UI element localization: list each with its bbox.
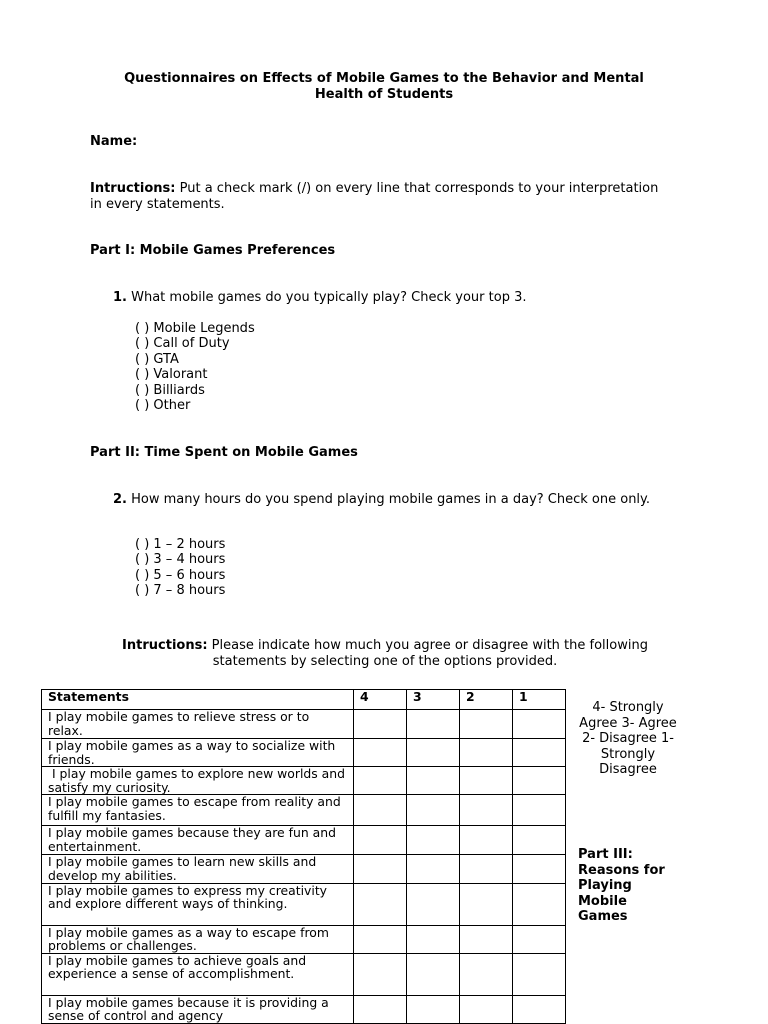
rating-cell[interactable]: [407, 883, 460, 925]
header-1: 1: [513, 690, 566, 710]
header-4: 4: [354, 690, 407, 710]
rating-cell[interactable]: [460, 883, 513, 925]
rating-cell[interactable]: [354, 739, 407, 767]
statement-cell: I play mobile games to escape from reality and fulfill my fantasies.: [42, 795, 354, 826]
table-row: [42, 826, 566, 855]
statement-cell: I play mobile games to explore new worlds and satisfy my curiosity.: [42, 767, 354, 795]
instructions-2-label: Intructions:: [122, 638, 208, 653]
rating-cell[interactable]: [407, 795, 460, 826]
rating-cell[interactable]: [407, 826, 460, 855]
rating-cell[interactable]: [460, 795, 513, 826]
rating-cell[interactable]: [513, 883, 566, 925]
question-2-number: 2.: [113, 492, 127, 507]
rating-cell[interactable]: [407, 925, 460, 953]
rating-cell[interactable]: [460, 925, 513, 953]
rating-cell[interactable]: [513, 826, 566, 855]
statement-cell: I play mobile games as a way to escape from problems or challenges.: [42, 925, 354, 953]
rating-cell[interactable]: [354, 995, 407, 1023]
rating-cell[interactable]: [460, 739, 513, 767]
option-item[interactable]: ( ) Other: [135, 398, 191, 414]
rating-cell[interactable]: [460, 767, 513, 795]
statement-cell: I play mobile games because they are fun and entertainment.: [42, 826, 354, 855]
rating-scale-legend: 4- Strongly Agree 3- Agree 2- Disagree 1- Strongly Disagree: [579, 700, 677, 777]
table-row: [42, 855, 566, 883]
rating-cell[interactable]: [407, 995, 460, 1023]
rating-cell[interactable]: [354, 925, 407, 953]
rating-cell[interactable]: [460, 995, 513, 1023]
rating-cell[interactable]: [460, 953, 513, 995]
instructions-1: [90, 181, 670, 212]
table-row: [42, 883, 566, 925]
rating-cell[interactable]: [460, 855, 513, 883]
part2-heading: Part II: Time Spent on Mobile Games: [90, 445, 358, 460]
rating-cell[interactable]: [407, 739, 460, 767]
table-row: [42, 995, 566, 1023]
rating-cell[interactable]: [354, 855, 407, 883]
rating-cell[interactable]: [513, 739, 566, 767]
question-1-number: 1.: [113, 290, 127, 305]
statement-cell: I play mobile games to relieve stress or to relax.: [42, 710, 354, 739]
rating-cell[interactable]: [354, 767, 407, 795]
question-2-text: How many hours do you spend playing mobile games in a day? Check one only.: [131, 492, 651, 507]
table-header-row: [42, 690, 566, 710]
rating-cell[interactable]: [354, 710, 407, 739]
table-row: [42, 739, 566, 767]
rating-cell[interactable]: [513, 953, 566, 995]
document-title: Questionnaires on Effects of Mobile Games to the Behavior and Mental Health of Students: [124, 71, 644, 102]
rating-cell[interactable]: [513, 855, 566, 883]
likert-table: [41, 689, 566, 1024]
table-row: [42, 925, 566, 953]
statement-cell: I play mobile games because it is providing a sense of control and agency: [42, 995, 354, 1023]
instructions-1-label: Intructions:: [90, 181, 176, 196]
instructions-2: [110, 638, 660, 669]
rating-cell[interactable]: [513, 710, 566, 739]
header-statements: Statements: [42, 690, 354, 710]
statement-cell: I play mobile games as a way to socialize with friends.: [42, 739, 354, 767]
instructions-2-text: Please indicate how much you agree or disagree with the following statements by selecting one of the options provided.: [211, 638, 648, 669]
option-item[interactable]: ( ) GTA: [135, 351, 179, 367]
statement-cell: I play mobile games to learn new skills and develop my abilities.: [42, 855, 354, 883]
option-item[interactable]: ( ) Mobile Legends: [135, 321, 255, 336]
option-item[interactable]: ( ) 1 – 2 hours: [135, 537, 226, 552]
part3-heading: Part III: Reasons for Playing Mobile Games: [578, 847, 665, 924]
table-row: [42, 710, 566, 739]
rating-cell[interactable]: [460, 710, 513, 739]
option-item[interactable]: ( ) 7 – 8 hours: [135, 583, 226, 599]
rating-cell[interactable]: [407, 953, 460, 995]
header-2: 2: [460, 690, 513, 710]
header-3: 3: [407, 690, 460, 710]
question-2: [113, 492, 668, 508]
rating-cell[interactable]: [513, 767, 566, 795]
rating-cell[interactable]: [460, 826, 513, 855]
option-item[interactable]: ( ) Valorant: [135, 367, 208, 383]
name-label: Name:: [90, 134, 138, 149]
rating-cell[interactable]: [354, 883, 407, 925]
option-item[interactable]: ( ) 3 – 4 hours: [135, 552, 226, 568]
rating-cell[interactable]: [407, 767, 460, 795]
rating-cell[interactable]: [513, 925, 566, 953]
question-2-options: [135, 537, 225, 599]
option-item[interactable]: ( ) Call of Duty: [135, 336, 230, 352]
question-1-options: [135, 321, 255, 413]
instructions-1-text: Put a check mark (/) on every line that corresponds to your interpretation in every statements.: [90, 181, 659, 212]
table-row: [42, 795, 566, 826]
rating-cell[interactable]: [407, 710, 460, 739]
table-row: [42, 953, 566, 995]
statement-cell: I play mobile games to achieve goals and experience a sense of accomplishment.: [42, 953, 354, 995]
rating-cell[interactable]: [354, 795, 407, 826]
part1-heading: Part I: Mobile Games Preferences: [90, 243, 336, 258]
table-row: [42, 767, 566, 795]
rating-cell[interactable]: [513, 795, 566, 826]
question-1: [113, 290, 668, 306]
rating-cell[interactable]: [513, 995, 566, 1023]
option-item[interactable]: ( ) 5 – 6 hours: [135, 567, 226, 583]
rating-cell[interactable]: [354, 826, 407, 855]
rating-cell[interactable]: [354, 953, 407, 995]
statement-cell: I play mobile games to express my creativity and explore different ways of thinking.: [42, 883, 354, 925]
rating-cell[interactable]: [407, 855, 460, 883]
option-item[interactable]: ( ) Billiards: [135, 382, 205, 398]
question-1-text: What mobile games do you typically play? Check your top 3.: [131, 290, 527, 305]
